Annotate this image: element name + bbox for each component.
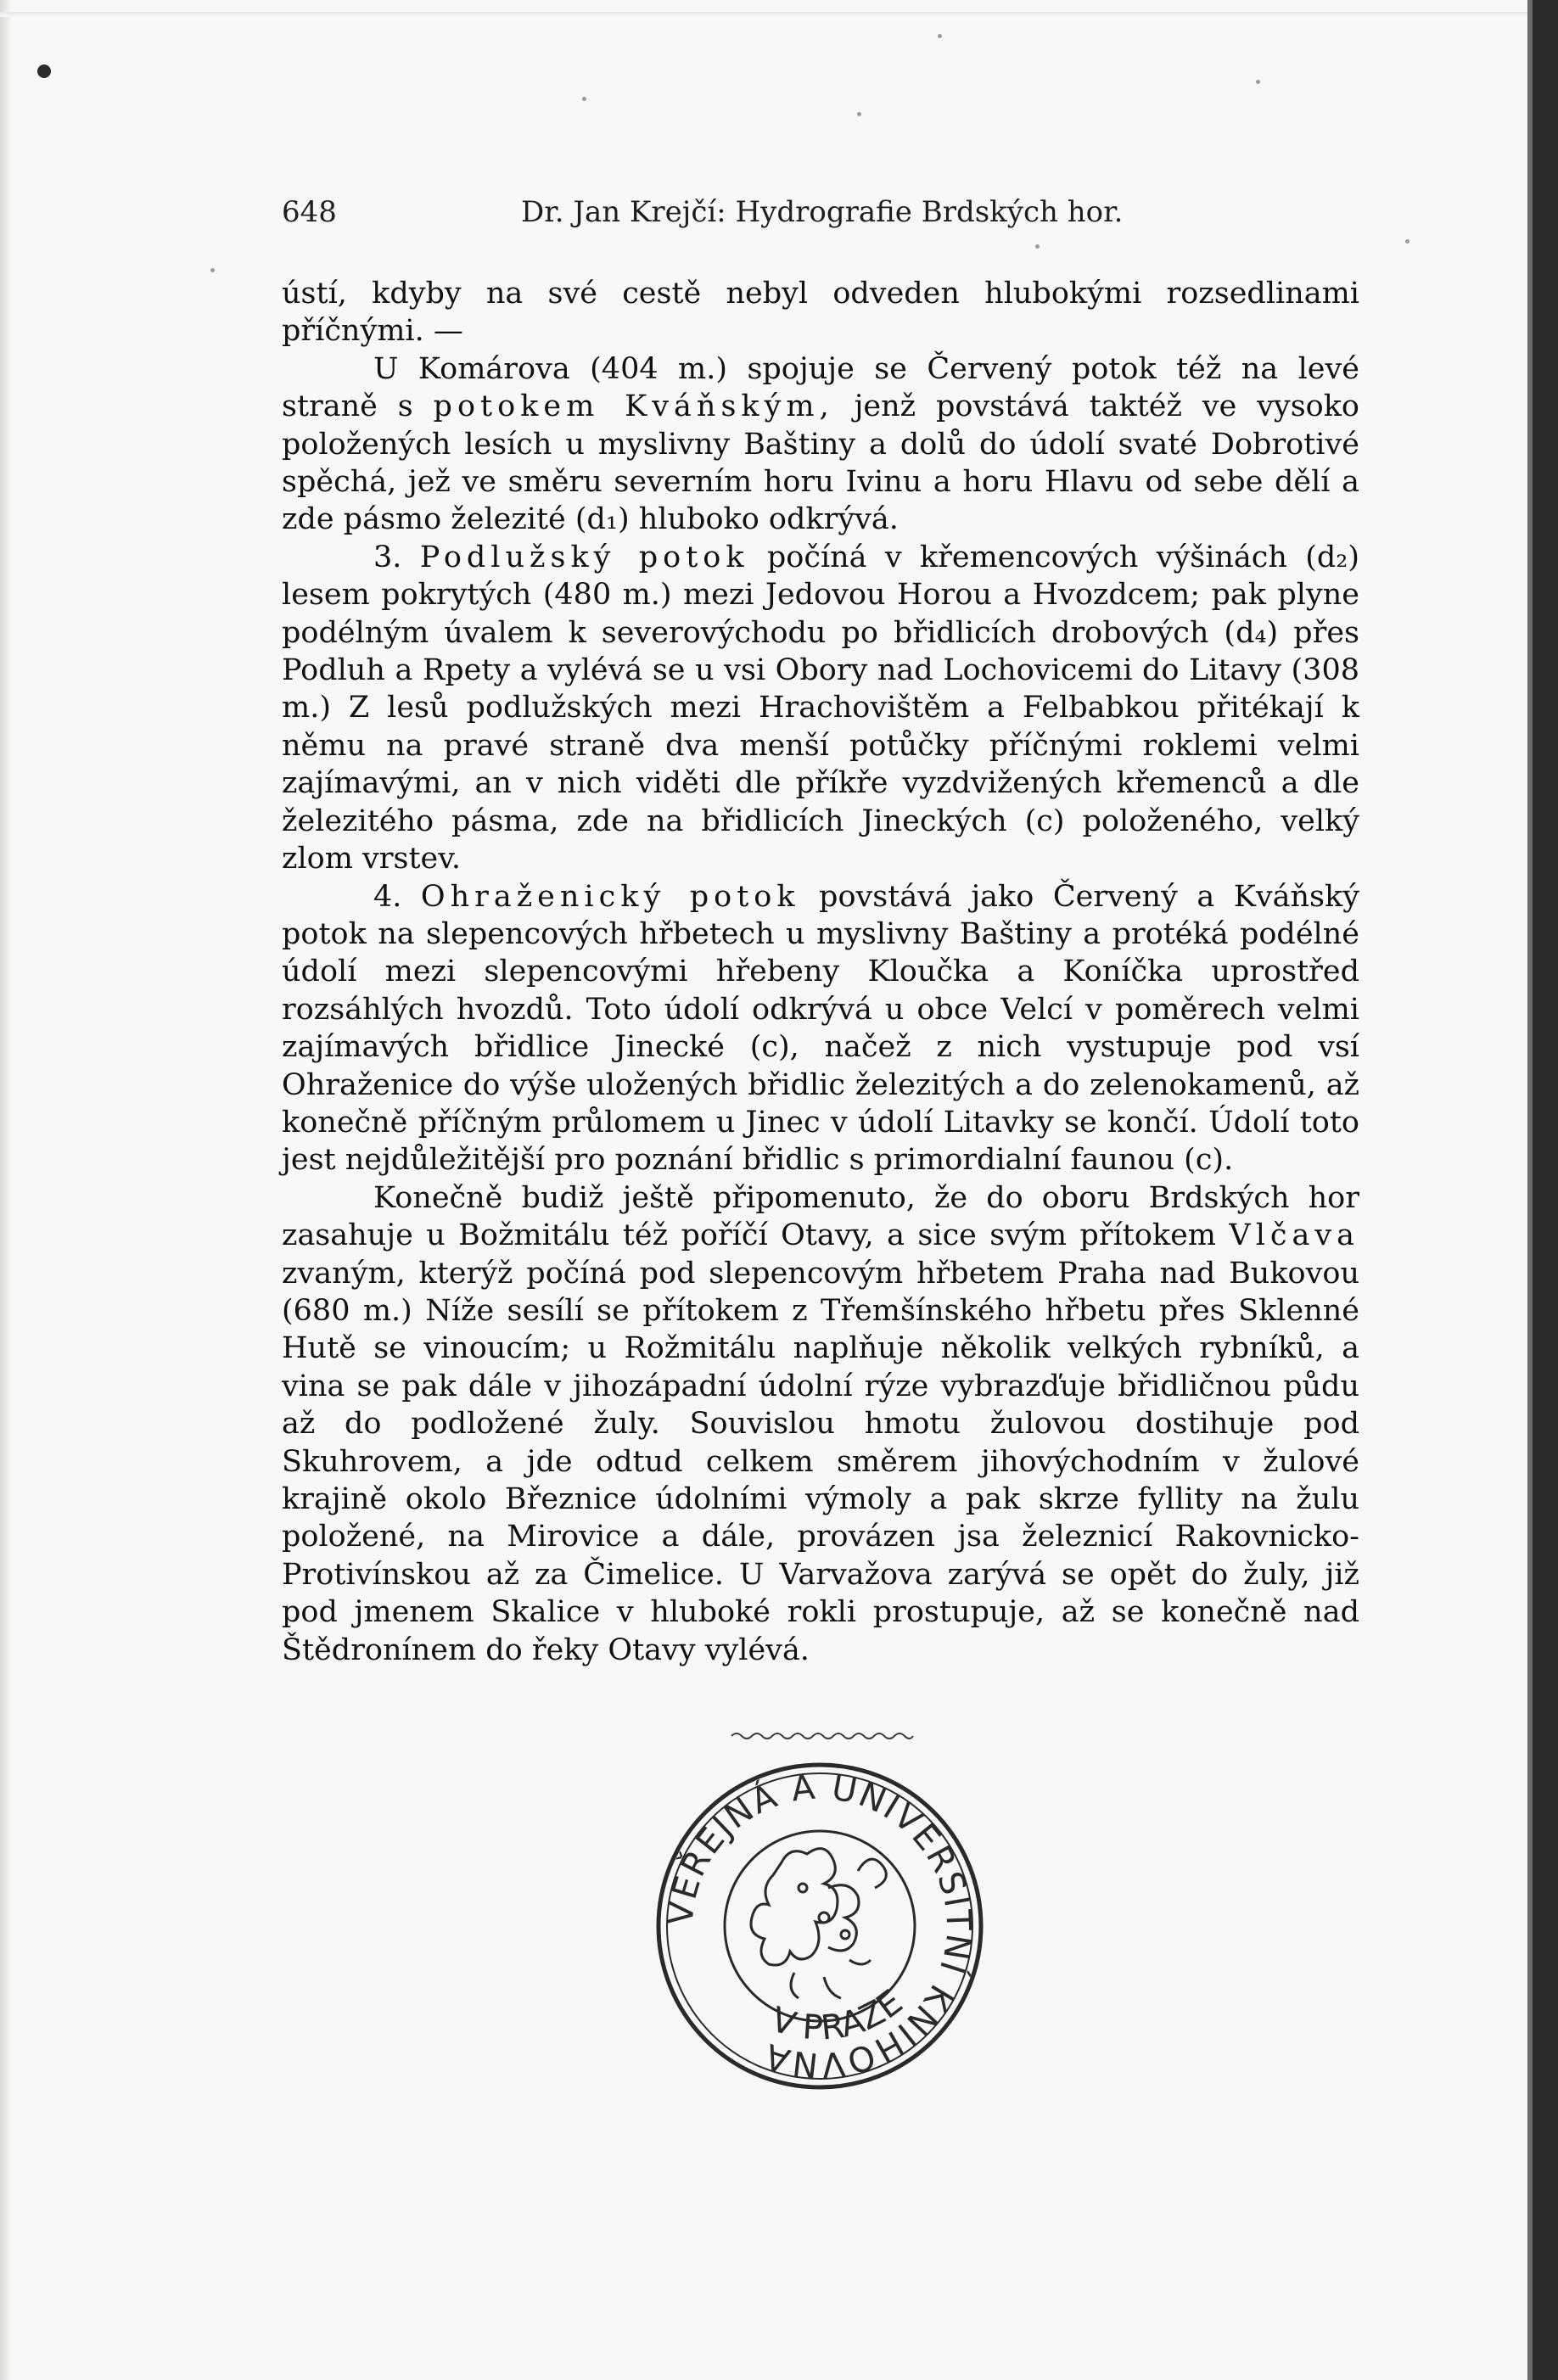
paragraph-5 [282, 1179, 1359, 1669]
paper-speck [938, 34, 942, 38]
heraldic-lion-icon [751, 1849, 886, 1998]
paper-speck [1256, 80, 1260, 84]
library-stamp [654, 1761, 985, 2092]
paragraph-4-text: povstává jako Červený a Kváňský potok na slepencových hřbetech u myslivny Baštiny a protéká podélné údolí mezi slepencovými hřebeny Kloučka a Koníčka uprostřed rozsáhlých hvozdů. Toto údolí odkrývá u obce Velcí v poměrech velmi zajímavých břidlice Jinecké (c), načež z nich vystupuje pod vsí Ohraženice do výše uložených břidlic železitých a do zelenokamenů, až konečně příčným průlomem u Jinec v údolí Litavky se končí. Údolí toto jest nejdůležitější pro poznání břidlic s primordialní faunou (c). [282, 879, 1359, 1178]
section-divider-ornament [730, 1729, 915, 1743]
page-number: 648 [282, 195, 337, 229]
paragraph-5-text-b: zvaným, kterýž počíná pod slepencovým hřbetem Praha nad Bukovou (680 m.) Níže sesílí se přítokem z Třemšínského hřbetu přes Sklenné Hutě se vinoucím; u Rožmitálu naplňuje několik velkých rybníků, a vina se pak dále v jihozápadní údolní rýze vybrazďuje břidličnou půdu až do podložené žuly. Souvislou hmotu žulovou dostihuje pod Skuhrovem, a jde odtud celkem směrem jihovýchodním v žulové krajině okolo Březnice údolními výmoly a pak skrze fyllity na žulu položené, na Mirovice a dále, provázen jsa železnicí Rakovnicko-Protivínskou až za Čimelice. U Varvažova zarývá se opět do žuly, již pod jmenem Skalice v hluboké rokli prostupuje, až se konečně nad Štědronínem do řeky Otavy vylévá. [282, 1256, 1359, 1667]
paragraph-2 [282, 350, 1359, 539]
stamp-bottom-text: V PRAZE [766, 1982, 911, 2048]
paper-speck [1035, 244, 1040, 249]
paragraph-4-number: 4. [373, 879, 421, 914]
paper-speck [857, 112, 861, 116]
paragraph-3-spaced-name: Podlužský potok [419, 540, 749, 574]
paragraph-2-text-a: U Komárova (404 m.) spojuje se Červený potok též na levé straně s [282, 351, 1359, 424]
paragraph-5-text-a: Konečně budiž ještě připomenuto, že do oboru Brdských hor zasahuje u Božmitálu též poříčí Otavy, a sice svým přítokem [282, 1180, 1359, 1253]
binding-hole [37, 64, 51, 78]
stamp-ring-text: VEŘEJNÁ A UNIVERSITNÍ KNIHOVNA [661, 1767, 978, 2085]
paragraph-4 [282, 878, 1359, 1179]
scan-border [1527, 0, 1558, 2380]
paper-speck [582, 97, 586, 101]
paragraph-5-spaced-name: Vlčava [1229, 1218, 1359, 1253]
paragraph-4-spaced-name: Ohraženický potok [420, 879, 800, 914]
paragraph-1-text: ústí, kdyby na své cestě nebyl odveden hlubokými rozsedlinami příčnými. — [282, 277, 1359, 349]
paragraph-3 [282, 539, 1359, 878]
paragraph-3-number: 3. [373, 540, 420, 574]
page-top-edge [0, 12, 1527, 17]
page-gutter-shadow [0, 0, 12, 2380]
paragraph-3-text: počíná v křemencových výšinách (d₂) lesem pokrytých (480 m.) mezi Jedovou Horou a Hvozdcem; pak plyne podélným úvalem k severovýchodu po břidlicích drobových (d₄) přes Podluh a Rpety a vylévá se u vsi Obory nad Lochovicemi do Litavy (308 m.) Z lesů podlužských mezi Hrachovištěm a Felbabkou přitékají k němu na pravé straně dva menší potůčky příčnými roklemi velmi zajímavými, an v nich viděti dle příkře vyzdvižených křemenců a dle železitého pásma, zde na břidlicích Jineckých (c) položeného, velký zlom vrstev. [282, 540, 1359, 876]
running-title: Dr. Jan Krejčí: Hydrografie Brdských hor. [521, 195, 1124, 229]
paragraph-2-spaced-name: potokem Kváňským, [433, 389, 834, 424]
paragraph-1 [282, 275, 1359, 350]
paragraph-2-text-b: jenž povstává taktéž ve vysoko položených lesích u myslivny Baštiny a dolů do údolí svaté Dobrotivé spěchá, jež ve směru severním horu Ivinu a horu Hlavu od sebe dělí a zde pásmo železité (d₁) hluboko odkrývá. [282, 389, 1360, 537]
body-text [282, 275, 1359, 1669]
paper-speck [1405, 239, 1409, 244]
paper-speck [210, 268, 215, 272]
